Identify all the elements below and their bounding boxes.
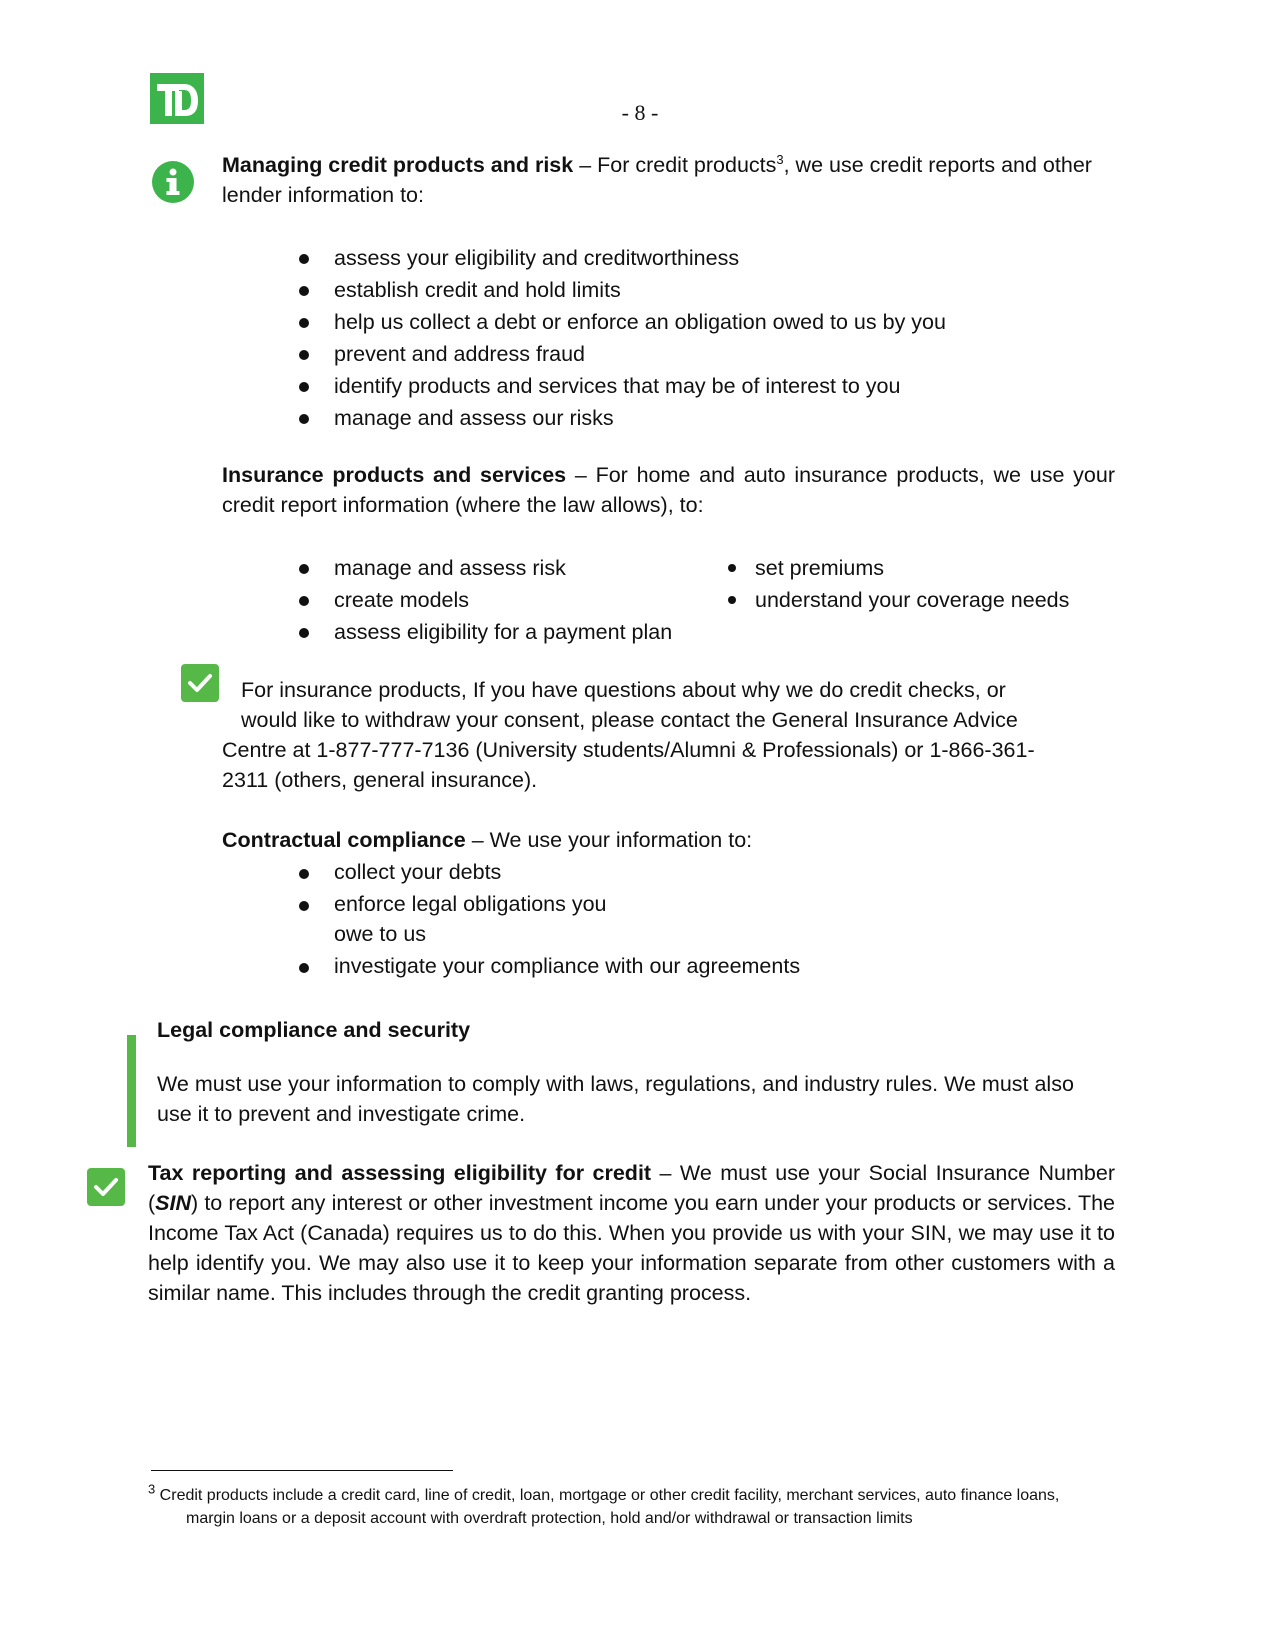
insurance-note-line4: 2311 (others, general insurance). <box>222 768 538 792</box>
footnote-line2: margin loans or a deposit account with overdraft protection, hold and/or withdrawal or transaction limits <box>186 1510 913 1527</box>
bullet-icon <box>299 382 309 392</box>
insurance-note-line2: would like to withdraw your consent, please contact the General Insurance Advice <box>241 708 1018 732</box>
checkmark-icon <box>87 1168 125 1206</box>
list-item: understand your coverage needs <box>728 584 1069 616</box>
bullet-icon <box>728 596 736 604</box>
footnote-divider <box>151 1470 453 1471</box>
list-item: create models <box>299 584 672 616</box>
info-icon <box>151 160 195 204</box>
list-item: manage and assess risk <box>299 552 672 584</box>
sin-term: SIN <box>155 1191 192 1215</box>
bullet-icon <box>299 869 309 879</box>
footnote-ref: 3 <box>776 151 784 167</box>
contractual-title: Contractual compliance <box>222 828 466 852</box>
insurance-bullet-list-right <box>728 552 1069 616</box>
list-item: assess your eligibility and creditworthiness <box>299 242 946 274</box>
footnote-marker: 3 <box>148 1481 156 1497</box>
insurance-note-line1: For insurance products, If you have questions about why we do credit checks, or <box>241 678 1006 702</box>
footnote-line1: $^3$ Credit products include a credit card, line of credit, loan, mortgage or other credit facility, merchant services, auto finance loans, <box>148 1481 1060 1504</box>
credit-rest: , we use credit reports and other lender information to: <box>222 153 1092 207</box>
bullet-icon <box>299 564 309 574</box>
list-item: set premiums <box>728 552 1069 584</box>
bullet-icon <box>299 901 309 911</box>
page-number: - 8 - <box>621 100 659 125</box>
insurance-rest: – For home and auto insurance products, we use your credit report information (where the law allows), to: <box>222 463 1115 517</box>
list-item: identify products and services that may be of interest to you <box>299 370 946 402</box>
credit-dash: – For credit products <box>573 153 777 177</box>
contractual-rest: – We use your information to: <box>465 828 753 852</box>
credit-title: Managing credit products and risk <box>222 153 574 177</box>
bullet-icon <box>299 350 309 360</box>
insurance-intro <box>222 460 1115 520</box>
bullet-icon <box>299 963 309 973</box>
bullet-icon <box>299 414 309 424</box>
td-logo-icon <box>155 80 199 118</box>
insurance-bullet-list-left <box>299 552 672 648</box>
contractual-intro <box>222 825 752 855</box>
bullet-icon <box>299 254 309 264</box>
list-item: help us collect a debt or enforce an obligation owed to us by you <box>299 306 946 338</box>
credit-intro <box>222 150 1115 210</box>
list-item: manage and assess our risks <box>299 402 946 434</box>
bullet-icon <box>299 628 309 638</box>
td-logo <box>150 73 204 124</box>
insurance-title: Insurance products and services <box>222 463 567 487</box>
tax-title: Tax reporting and assessing eligibility for credit <box>148 1161 652 1185</box>
insurance-note-line3: Centre at 1-877-777-7136 (University students/Alumni & Professionals) or 1-866-361- <box>222 738 1035 762</box>
bullet-icon <box>299 286 309 296</box>
credit-bullet-list <box>299 242 946 434</box>
checkmark-icon <box>181 664 219 702</box>
callout-bar <box>127 1035 136 1147</box>
list-item: prevent and address fraud <box>299 338 946 370</box>
tax-paragraph: Tax reporting and assessing eligibility for credit – We must use your Social Insurance Number (SIN) to report any interest or other investment income you earn under your products or services. The Income Tax Act (Canada) requires us to do this. When you provide us with your SIN, we may use it to help identify you. We may also use it to keep your information separate from other customers with a similar name. This includes through the credit granting process. <box>148 1161 1115 1305</box>
bullet-icon <box>299 318 309 328</box>
legal-title: Legal compliance and security <box>157 1018 471 1042</box>
legal-body: We must use your information to comply with laws, regulations, and industry rules. We must also use it to prevent and investigate crime. <box>157 1072 1074 1126</box>
bullet-icon <box>728 564 736 572</box>
bullet-icon <box>299 596 309 606</box>
list-item: assess eligibility for a payment plan <box>299 616 672 648</box>
list-item: establish credit and hold limits <box>299 274 946 306</box>
